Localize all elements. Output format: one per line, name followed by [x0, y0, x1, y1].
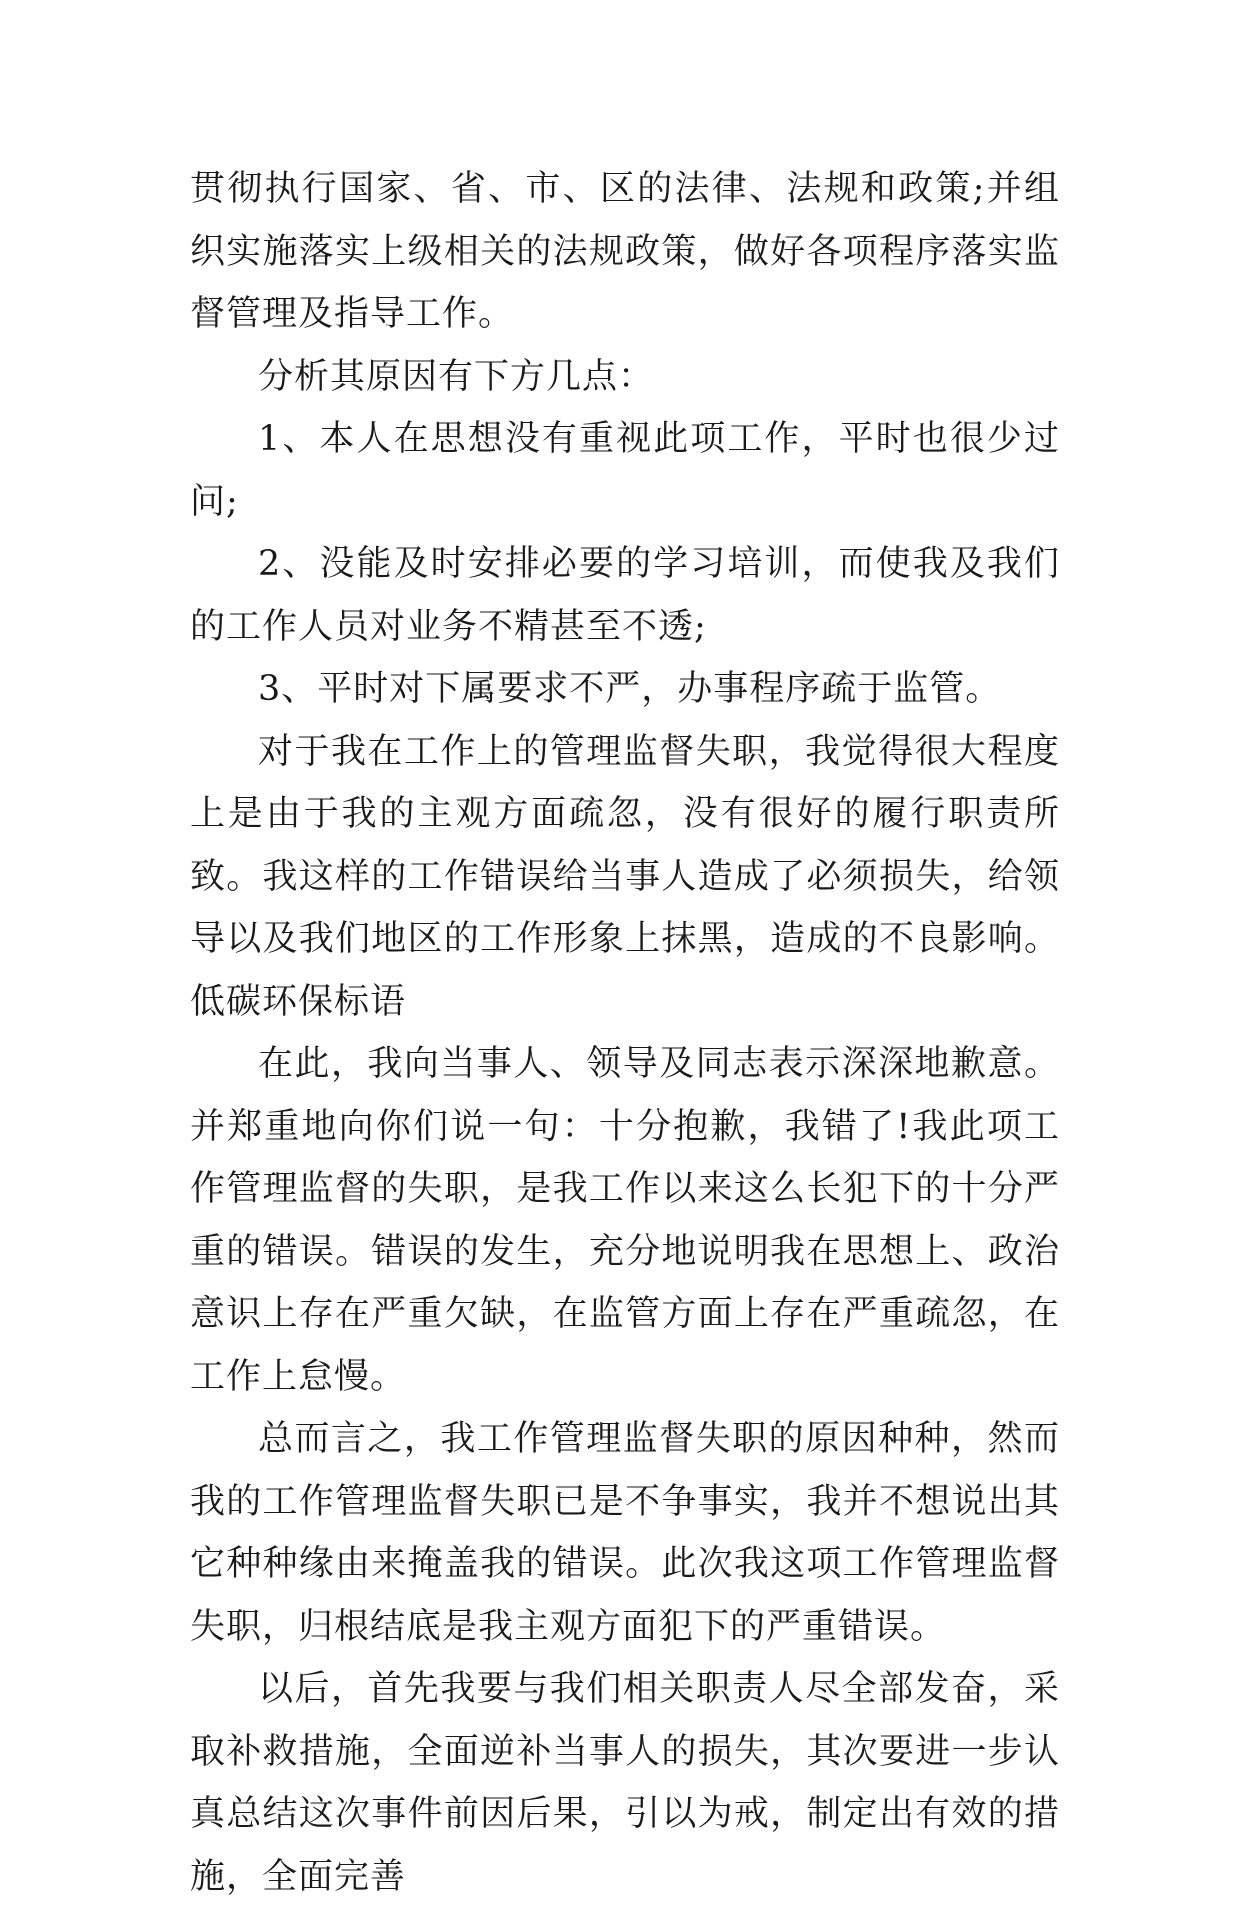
- paragraph-2: 分析其原因有下方几点：: [258, 356, 655, 397]
- document-body: [190, 158, 1060, 1908]
- paragraph-1: 贯彻执行国家、省、市、区的法律、法规和政策;并组织实施落实上级相关的法规政策，做好各项程序落实监督管理及指导工作。: [190, 169, 1060, 334]
- paragraph-7: 在此，我向当事人、领导及同志表示深深地歉意。并郑重地向你们说一句：十分抱歉，我错了!我此项工作管理监督的失职，是我工作以来这么长犯下的十分严重的错误。错误的发生，充分地说明我在思想上、政治意识上存在严重欠缺，在监管方面上存在严重疏忽，在工作上怠慢。: [190, 1044, 1060, 1397]
- paragraph-9: 以后，首先我要与我们相关职责人尽全部发奋，采取补救措施，全面逆补当事人的损失，其次要进一步认真总结这次事件前因后果，引以为戒，制定出有效的措施，全面完善: [190, 1669, 1060, 1897]
- paragraph-3: 1、本人在思想没有重视此项工作，平时也很少过问;: [190, 419, 1060, 522]
- paragraph-4: 2、没能及时安排必要的学习培训，而使我及我们的工作人员对业务不精甚至不透;: [190, 544, 1060, 647]
- paragraph-6: 对于我在工作上的管理监督失职，我觉得很大程度上是由于我的主观方面疏忽，没有很好的履行职责所致。我这样的工作错误给当事人造成了必须损失，给领导以及我们地区的工作形象上抹黑，造成的不良影响。低碳环保标语: [190, 731, 1060, 1022]
- paragraph-5: 3、平时对下属要求不严，办事程序疏于监管。: [258, 669, 1002, 709]
- paragraph-8: 总而言之，我工作管理监督失职的原因种种，然而我的工作管理监督失职已是不争事实，我并不想说出其它种种缘由来掩盖我的错误。此次我这项工作管理监督失职，归根结底是我主观方面犯下的严重错误。: [190, 1419, 1060, 1647]
